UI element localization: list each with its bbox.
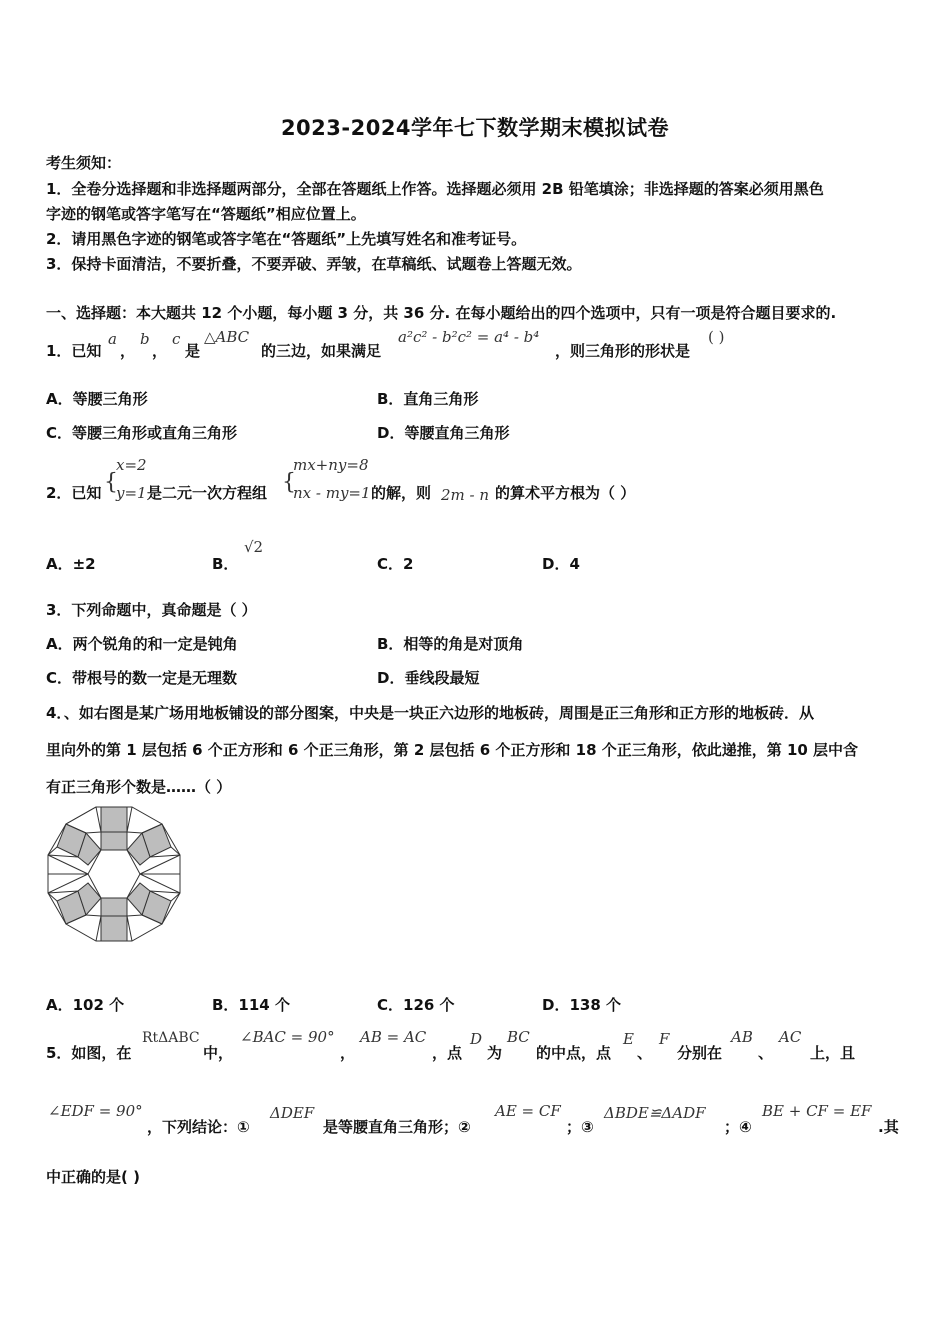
q4-line-1: 4．、如右图是某广场用地板铺设的部分图案，中央是一块正六边形的地板砖，周围是正三角形和正方形的地板砖．从	[46, 704, 814, 722]
q1-var-c: c	[172, 330, 181, 348]
page-title: 2023-2024学年七下数学期末模拟试卷	[280, 116, 670, 140]
q5-angle-edf: ∠EDF = 90°	[48, 1102, 143, 1120]
notice-line-3: 3．保持卡面清洁，不要折叠，不要弄破、弄皱，在草稿纸、试题卷上答题无效。	[46, 255, 582, 273]
q5-separator-2: 、	[758, 1044, 774, 1062]
q5-right-triangle: RtΔABC	[142, 1030, 200, 1046]
q1-option-b: B．直角三角形	[377, 390, 479, 408]
square-tile	[101, 916, 127, 941]
q1-answer-paren: ( )	[708, 328, 725, 346]
q2-sys1-bottom: y=1	[116, 484, 147, 502]
q1-var-b: b	[140, 330, 150, 348]
square-tile	[101, 898, 127, 916]
q5-point-f: F	[659, 1030, 670, 1048]
q2-sys1-top: x=2	[116, 456, 147, 474]
q3-option-a: A．两个锐角的和一定是钝角	[46, 635, 238, 653]
q5-point-1: ，点	[432, 1044, 463, 1062]
q4-line-3: 有正三角形个数是……（ ）	[46, 778, 232, 796]
q2-option-a: A．±2	[46, 555, 96, 573]
q4-option-b: B．114 个	[212, 996, 290, 1014]
q5-point-d: D	[470, 1030, 483, 1048]
q2-sys2-top: mx+ny=8	[293, 456, 369, 474]
q5-in: 中，	[203, 1044, 234, 1062]
q5-triangle-def: ΔDEF	[270, 1104, 315, 1122]
q5-prefix: 5．如图，在	[46, 1044, 132, 1062]
q3-option-c: C．带根号的数一定是无理数	[46, 669, 238, 687]
q5-conclusions-label: ，下列结论：①	[147, 1118, 250, 1136]
q3-option-b: B．相等的角是对顶角	[377, 635, 524, 653]
q2-option-b-value: √2	[244, 538, 264, 556]
q4-option-d: D．138 个	[542, 996, 621, 1014]
q5-separator: 、	[637, 1044, 653, 1062]
q2-suffix: 的算术平方根为（ ）	[495, 484, 636, 502]
q1-comma-2: ，	[152, 342, 168, 360]
q5-final-line: 中正确的是( )	[46, 1168, 140, 1186]
q1-triangle: △ABC	[204, 328, 250, 346]
q1-suffix: ，则三角形的形状是	[555, 342, 691, 360]
q2-prefix: 2．已知	[46, 484, 102, 502]
q3-stem: 3．下列命题中，真命题是（ ）	[46, 601, 257, 619]
q1-comma-1: ，	[120, 342, 136, 360]
q1-prefix: 1．已知	[46, 342, 102, 360]
notice-heading: 考生须知：	[46, 154, 122, 172]
q5-ab-eq-ac: AB = AC	[360, 1028, 427, 1046]
q2-middle-text: 是二元一次方程组	[147, 484, 268, 502]
q2-brace-2: {	[282, 470, 296, 495]
q5-segment-bc: BC	[507, 1028, 530, 1046]
q2-option-d: D．4	[542, 555, 580, 573]
q4-option-a: A．102 个	[46, 996, 125, 1014]
q3-option-d: D．垂线段最短	[377, 669, 480, 687]
notice-line-2: 2．请用黑色字迹的钢笔或答字笔在“答题纸”上先填写姓名和准考证号。	[46, 230, 527, 248]
square-tile	[101, 807, 127, 832]
q1-is: 是	[185, 342, 201, 360]
q2-expression: 2m - n	[441, 486, 490, 504]
q5-ae-eq-cf: AE = CF	[495, 1102, 561, 1120]
q5-point-e: E	[623, 1030, 634, 1048]
q2-option-c: C．2	[377, 555, 414, 573]
q2-sys2-bottom: nx - my=1	[293, 484, 371, 502]
q2-brace-1: {	[104, 470, 118, 495]
q5-congruence: ΔBDE≌ΔADF	[604, 1104, 706, 1122]
tiling-pattern-figure	[44, 805, 184, 945]
q5-is: 为	[487, 1044, 503, 1062]
q1-option-d: D．等腰直角三角形	[377, 424, 510, 442]
q1-var-a: a	[108, 330, 117, 348]
notice-line-1a: 1．全卷分选择题和非选择题两部分，全部在答题纸上作答。选择题必须用 2B 铅笔填涂；非选择题的答案必须用黑色	[46, 180, 824, 198]
section-heading: 一、选择题：本大题共 12 个小题，每小题 3 分，共 36 分. 在每小题给出的四个选项中，只有一项是符合题目要求的.	[46, 304, 837, 322]
q5-angle-bac: ∠BAC = 90°	[240, 1028, 335, 1046]
square-tile	[101, 832, 127, 850]
q5-be-plus-cf: BE + CF = EF	[762, 1102, 872, 1120]
q5-midpoint-text: 的中点，点	[536, 1044, 612, 1062]
q5-segment-ac: AC	[779, 1028, 802, 1046]
q5-segment-ab: AB	[731, 1028, 753, 1046]
q5-conclusion-2: ；③	[566, 1118, 594, 1136]
q4-line-2: 里向外的第 1 层包括 6 个正方形和 6 个正三角形，第 2 层包括 6 个正方形和 18 个正三角形，依此递推，第 10 层中含	[46, 741, 859, 759]
q5-on-text: 分别在	[677, 1044, 723, 1062]
q2-middle-text-2: 的解，则	[371, 484, 432, 502]
q5-conclusion-1: 是等腰直角三角形；②	[323, 1118, 471, 1136]
q4-option-c: C．126 个	[377, 996, 455, 1014]
q5-conclusion-3: ；④	[724, 1118, 752, 1136]
q5-end-text: .其	[878, 1118, 899, 1136]
q2-option-b: B．	[212, 555, 239, 573]
q1-option-a: A．等腰三角形	[46, 390, 148, 408]
q1-option-c: C．等腰三角形或直角三角形	[46, 424, 238, 442]
q1-equation: a²c² - b²c² = a⁴ - b⁴	[398, 328, 540, 346]
notice-line-1b: 字迹的钢笔或答字笔写在“答题纸”相应位置上。	[46, 205, 366, 223]
q5-and-text: 上，且	[810, 1044, 856, 1062]
q5-comma: ，	[340, 1044, 356, 1062]
q1-middle-text: 的三边，如果满足	[261, 342, 382, 360]
